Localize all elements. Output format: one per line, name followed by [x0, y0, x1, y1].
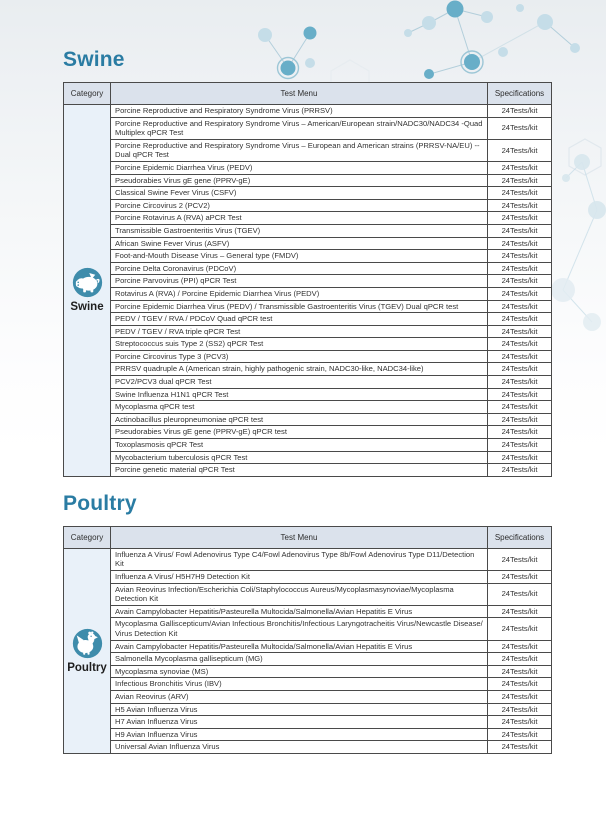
- table-row: [64, 275, 552, 288]
- table-row: [64, 439, 552, 452]
- table-header-row: [64, 83, 552, 105]
- table-row: [64, 161, 552, 174]
- specification-cell: 24Tests/kit: [488, 313, 552, 326]
- specification-cell: 24Tests/kit: [488, 250, 552, 263]
- test-menu-cell: Porcine Reproductive and Respiratory Syndrome Virus – American/European strain/NADC30/NADC34 -Quad Multiplex qPCR Test: [111, 117, 488, 139]
- specifications-column-header: Specifications: [488, 526, 552, 548]
- table-row: [64, 728, 552, 741]
- test-menu-cell: Universal Avian Influenza Virus: [111, 741, 488, 754]
- test-menu-cell: Classical Swine Fever Virus (CSFV): [111, 187, 488, 200]
- test-menu-cell: Porcine Epidemic Diarrhea Virus (PEDV): [111, 161, 488, 174]
- table-row: [64, 605, 552, 618]
- table-row: [64, 548, 552, 570]
- test-menu-cell: Mycobacterium tuberculosis qPCR Test: [111, 451, 488, 464]
- test-menu-cell: Porcine Circovirus 2 (PCV2): [111, 199, 488, 212]
- table-row: [64, 199, 552, 212]
- specification-cell: 24Tests/kit: [488, 618, 552, 640]
- test-menu-cell: Infectious Bronchitis Virus (IBV): [111, 678, 488, 691]
- test-menu-cell: Porcine genetic material qPCR Test: [111, 464, 488, 477]
- specification-cell: 24Tests/kit: [488, 728, 552, 741]
- table-row: [64, 426, 552, 439]
- test-menu-cell: Avain Campylobacter Hepatitis/Pasteurella Multocida/Salmonella/Avian Hepatitis E Virus: [111, 640, 488, 653]
- test-menu-cell: Avian Reovirus Infection/Escherichia Coli/Staphylococcus Aureus/Mycoplasmasynoviae/Mycoplasma Detection Kit: [111, 583, 488, 605]
- specification-cell: 24Tests/kit: [488, 716, 552, 729]
- specification-cell: 24Tests/kit: [488, 287, 552, 300]
- specification-cell: 24Tests/kit: [488, 640, 552, 653]
- test-menu-cell: Porcine Parvovirus (PPI) qPCR Test: [111, 275, 488, 288]
- specification-cell: 24Tests/kit: [488, 571, 552, 584]
- table-row: [64, 250, 552, 263]
- specification-cell: 24Tests/kit: [488, 237, 552, 250]
- specification-cell: 24Tests/kit: [488, 439, 552, 452]
- swine-test-table: [63, 82, 552, 477]
- test-menu-cell: PEDV / TGEV / RVA triple qPCR Test: [111, 325, 488, 338]
- test-menu-cell: Streptococcus suis Type 2 (SS2) qPCR Test: [111, 338, 488, 351]
- chicken-icon: [72, 628, 103, 659]
- table-row: [64, 187, 552, 200]
- test-menu-cell: Mycoplasma Galliscepticum/Avian Infectious Bronchitis/Infectious Laryngotracheitis Virus/Newcastle Disease/ Virus Detection Kit: [111, 618, 488, 640]
- table-row: [64, 376, 552, 389]
- table-row: [64, 174, 552, 187]
- table-row: [64, 413, 552, 426]
- specification-cell: 24Tests/kit: [488, 451, 552, 464]
- specification-cell: 24Tests/kit: [488, 117, 552, 139]
- test-menu-cell: H7 Avian Influenza Virus: [111, 716, 488, 729]
- table-row: [64, 388, 552, 401]
- test-menu-cell: Influenza A Virus/ H5H7H9 Detection Kit: [111, 571, 488, 584]
- table-row: [64, 640, 552, 653]
- table-row: [64, 451, 552, 464]
- table-row: [64, 716, 552, 729]
- test-menu-cell: Mycoplasma qPCR test: [111, 401, 488, 414]
- test-menu-cell: Porcine Delta Coronavirus (PDCoV): [111, 262, 488, 275]
- category-cell: [64, 105, 111, 477]
- test-menu-column-header: Test Menu: [111, 83, 488, 105]
- specification-cell: 24Tests/kit: [488, 413, 552, 426]
- specification-cell: 24Tests/kit: [488, 350, 552, 363]
- test-menu-cell: Toxoplasmosis qPCR Test: [111, 439, 488, 452]
- table-row: [64, 363, 552, 376]
- test-menu-cell: Porcine Reproductive and Respiratory Syndrome Virus – European and American strains (PRRSV-NA/EU) -- Dual qPCR Test: [111, 139, 488, 161]
- specification-cell: 24Tests/kit: [488, 275, 552, 288]
- specification-cell: 24Tests/kit: [488, 376, 552, 389]
- specification-cell: 24Tests/kit: [488, 678, 552, 691]
- test-menu-cell: PEDV / TGEV / RVA / PDCoV Quad qPCR test: [111, 313, 488, 326]
- specification-cell: 24Tests/kit: [488, 105, 552, 118]
- specification-cell: 24Tests/kit: [488, 338, 552, 351]
- specification-cell: 24Tests/kit: [488, 187, 552, 200]
- table-row: [64, 583, 552, 605]
- specification-cell: 24Tests/kit: [488, 199, 552, 212]
- table-row: [64, 237, 552, 250]
- specification-cell: 24Tests/kit: [488, 262, 552, 275]
- test-menu-cell: Influenza A Virus/ Fowl Adenovirus Type C4/Fowl Adenovirus Type 8b/Fowl Adenovirus Type D11/Detection Kit: [111, 548, 488, 570]
- specifications-column-header: Specifications: [488, 83, 552, 105]
- specification-cell: 24Tests/kit: [488, 426, 552, 439]
- test-menu-cell: Pseudorabies Virus gE gene (PPRV-gE) qPCR test: [111, 426, 488, 439]
- specification-cell: 24Tests/kit: [488, 363, 552, 376]
- specification-cell: 24Tests/kit: [488, 548, 552, 570]
- specification-cell: 24Tests/kit: [488, 388, 552, 401]
- table-row: [64, 105, 552, 118]
- swine-section-heading: Swine: [63, 48, 125, 71]
- test-menu-cell: Actinobacillus pleuropneumoniae qPCR test: [111, 413, 488, 426]
- category-column-header: Category: [64, 83, 111, 105]
- category-column-header: Category: [64, 526, 111, 548]
- table-row: [64, 618, 552, 640]
- test-menu-cell: Rotavirus A (RVA) / Porcine Epidemic Diarrhea Virus (PEDV): [111, 287, 488, 300]
- specification-cell: 24Tests/kit: [488, 300, 552, 313]
- test-menu-cell: H9 Avian Influenza Virus: [111, 728, 488, 741]
- test-menu-cell: Avian Reovirus (ARV): [111, 690, 488, 703]
- specification-cell: 24Tests/kit: [488, 139, 552, 161]
- poultry-section-heading: Poultry: [63, 491, 137, 515]
- specification-cell: 24Tests/kit: [488, 653, 552, 666]
- test-menu-cell: Mycoplasma synoviae (MS): [111, 665, 488, 678]
- table-row: [64, 117, 552, 139]
- specification-cell: 24Tests/kit: [488, 741, 552, 754]
- table-row: [64, 678, 552, 691]
- table-row: [64, 287, 552, 300]
- test-menu-cell: Swine Influenza H1N1 qPCR Test: [111, 388, 488, 401]
- table-row: [64, 338, 552, 351]
- specification-cell: 24Tests/kit: [488, 464, 552, 477]
- specification-cell: 24Tests/kit: [488, 605, 552, 618]
- specification-cell: 24Tests/kit: [488, 174, 552, 187]
- test-menu-cell: Salmonella Mycoplasma gallisepticum (MG): [111, 653, 488, 666]
- category-label: Swine: [70, 301, 104, 314]
- test-menu-cell: Transmissible Gastroenteritis Virus (TGEV): [111, 224, 488, 237]
- table-row: [64, 464, 552, 477]
- test-menu-cell: African Swine Fever Virus (ASFV): [111, 237, 488, 250]
- table-row: [64, 571, 552, 584]
- test-menu-cell: Porcine Reproductive and Respiratory Syndrome Virus (PRRSV): [111, 105, 488, 118]
- table-row: [64, 139, 552, 161]
- specification-cell: 24Tests/kit: [488, 703, 552, 716]
- table-row: [64, 665, 552, 678]
- test-menu-cell: Porcine Rotavirus A (RVA) aPCR Test: [111, 212, 488, 225]
- table-row: [64, 224, 552, 237]
- test-menu-cell: PCV2/PCV3 dual qPCR Test: [111, 376, 488, 389]
- specification-cell: 24Tests/kit: [488, 401, 552, 414]
- specification-cell: 24Tests/kit: [488, 224, 552, 237]
- test-menu-cell: Porcine Epidemic Diarrhea Virus (PEDV) / Transmissible Gastroenteritis Virus (TGEV) Dual qPCR test: [111, 300, 488, 313]
- specification-cell: 24Tests/kit: [488, 161, 552, 174]
- category-cell: [64, 548, 111, 753]
- table-row: [64, 401, 552, 414]
- table-row: [64, 703, 552, 716]
- table-row: [64, 653, 552, 666]
- specification-cell: 24Tests/kit: [488, 665, 552, 678]
- specification-cell: 24Tests/kit: [488, 583, 552, 605]
- specification-cell: 24Tests/kit: [488, 212, 552, 225]
- table-row: [64, 350, 552, 363]
- table-row: [64, 741, 552, 754]
- test-menu-cell: Pseudorabies Virus gE gene (PPRV-gE): [111, 174, 488, 187]
- test-menu-cell: H5 Avian Influenza Virus: [111, 703, 488, 716]
- table-row: [64, 690, 552, 703]
- test-menu-column-header: Test Menu: [111, 526, 488, 548]
- table-row: [64, 262, 552, 275]
- test-menu-cell: Avain Campylobacter Hepatitis/Pasteurella Multocida/Salmonella/Avian Hepatitis E Virus: [111, 605, 488, 618]
- test-menu-cell: PRRSV quadruple A (American strain, highly pathogenic strain, NADC30-like, NADC34-like): [111, 363, 488, 376]
- poultry-test-table: [63, 526, 552, 754]
- table-row: [64, 300, 552, 313]
- table-row: [64, 325, 552, 338]
- category-label: Poultry: [67, 661, 107, 674]
- specification-cell: 24Tests/kit: [488, 325, 552, 338]
- pig-icon: [72, 267, 103, 298]
- specification-cell: 24Tests/kit: [488, 690, 552, 703]
- table-row: [64, 313, 552, 326]
- test-menu-cell: Foot-and-Mouth Disease Virus – General type (FMDV): [111, 250, 488, 263]
- table-header-row: [64, 526, 552, 548]
- table-row: [64, 212, 552, 225]
- test-menu-cell: Porcine Circovirus Type 3 (PCV3): [111, 350, 488, 363]
